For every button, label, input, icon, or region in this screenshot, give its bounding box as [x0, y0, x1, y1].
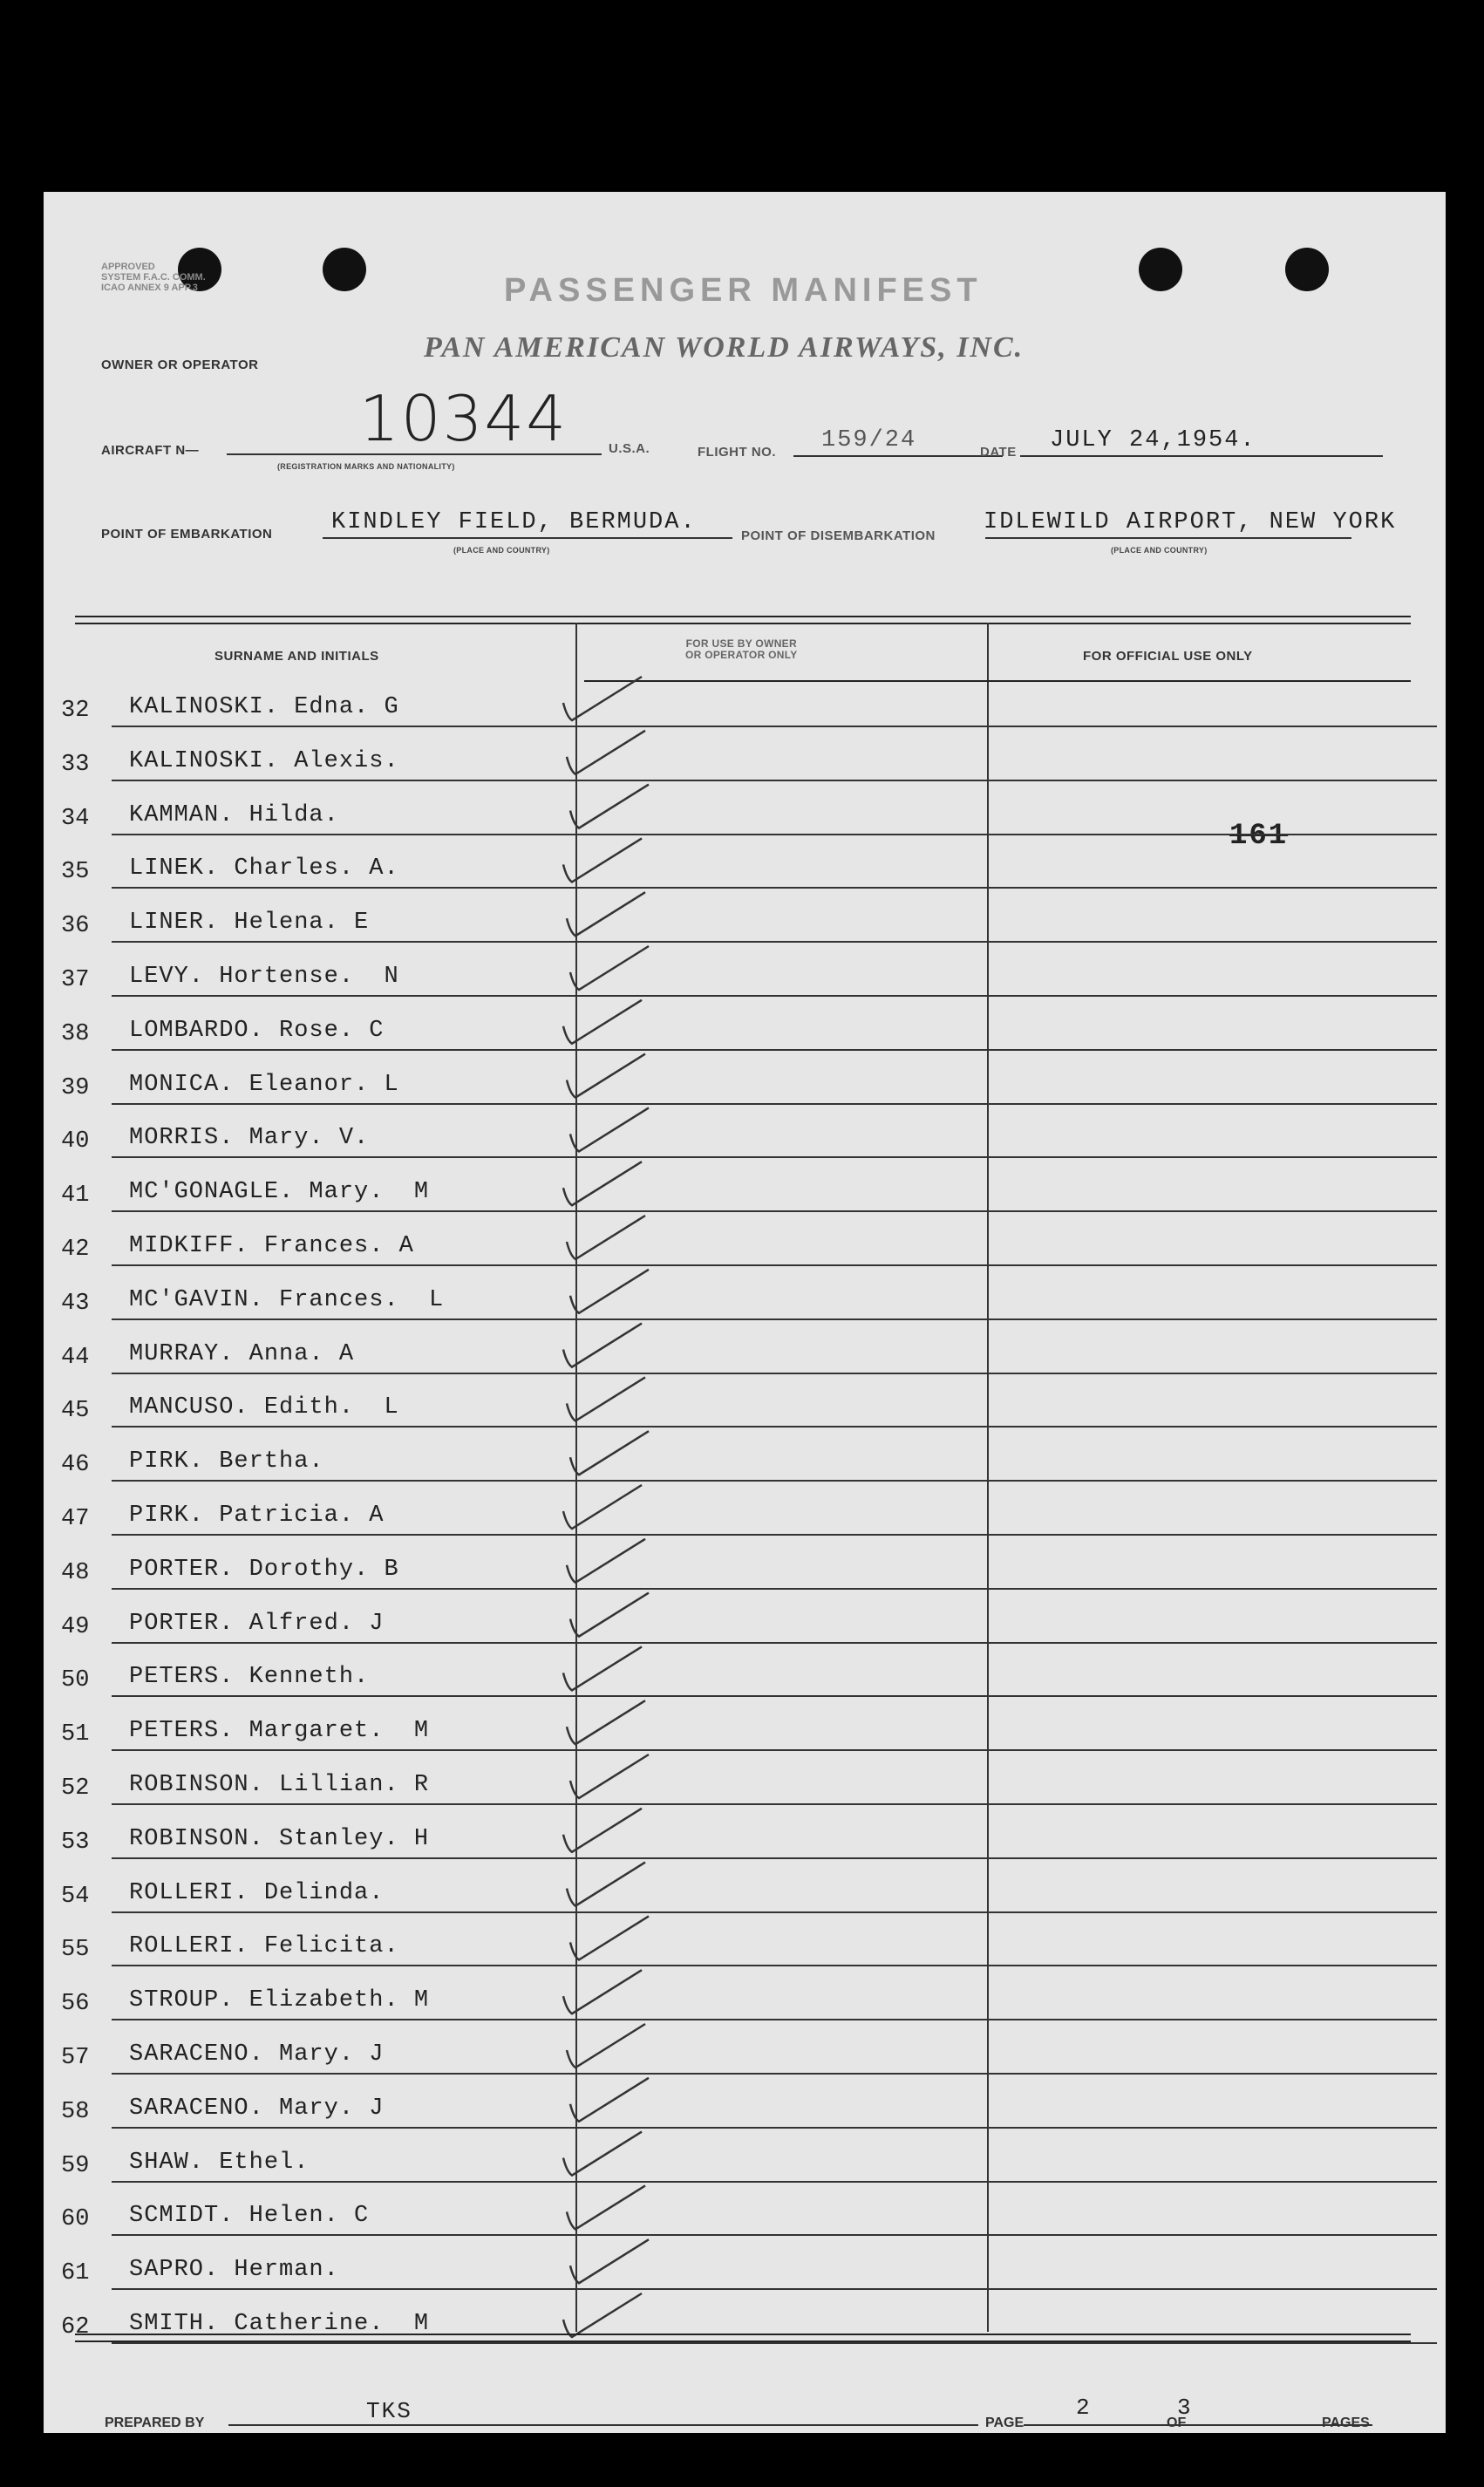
- passenger-number: 59: [61, 2152, 90, 2179]
- column-owner-use: FOR USE BY OWNER OR OPERATOR ONLY: [685, 637, 798, 661]
- registration-caption: (REGISTRATION MARKS AND NATIONALITY): [277, 462, 455, 471]
- passenger-number: 45: [61, 1398, 90, 1425]
- passenger-name: MORRIS. Mary. V.: [129, 1125, 370, 1152]
- check-mark: [567, 892, 645, 936]
- passenger-number: 48: [61, 1559, 90, 1586]
- check-mark: [567, 1377, 645, 1421]
- check-mark: [567, 2185, 645, 2229]
- check-mark: [567, 731, 645, 774]
- passenger-name: ROLLERI. Delinda.: [129, 1879, 385, 1906]
- passenger-number: 44: [61, 1344, 90, 1371]
- passenger-number: 51: [61, 1721, 90, 1748]
- embark-caption: (PLACE AND COUNTRY): [453, 546, 550, 555]
- check-mark: [567, 1863, 645, 1906]
- passenger-name: PIRK. Bertha.: [129, 1448, 324, 1475]
- check-marks: [44, 192, 1446, 2433]
- check-mark: [570, 1270, 649, 1313]
- page-title: PASSENGER MANIFEST: [504, 272, 983, 309]
- passenger-name: MONICA. Eleanor. L: [129, 1071, 399, 1098]
- passenger-name: LINER. Helena. E: [129, 910, 370, 937]
- check-mark: [570, 946, 649, 990]
- passenger-number: 43: [61, 1290, 90, 1317]
- check-mark: [563, 1970, 642, 2013]
- check-mark: [563, 1485, 642, 1529]
- passenger-number: 50: [61, 1667, 90, 1694]
- check-mark: [563, 1324, 642, 1367]
- passenger-number: 60: [61, 2206, 90, 2233]
- passenger-name: MIDKIFF. Frances. A: [129, 1233, 414, 1259]
- passenger-name: ROLLERI. Felicita.: [129, 1933, 399, 1960]
- approval-stamp: APPROVED SYSTEM F.A.C. COMM. ICAO ANNEX 9 APP.3: [101, 262, 206, 293]
- page-total: 3: [1177, 2395, 1193, 2421]
- passenger-number: 32: [61, 698, 90, 724]
- passenger-number: 61: [61, 2260, 90, 2287]
- prepared-value: TKS: [366, 2398, 412, 2424]
- check-mark: [570, 785, 649, 828]
- passenger-name: SAPRO. Herman.: [129, 2257, 339, 2284]
- official-note: 161: [1229, 820, 1289, 853]
- page-number: 2: [1076, 2395, 1092, 2421]
- passenger-number: 57: [61, 2045, 90, 2071]
- passenger-name: LINEK. Charles. A.: [129, 855, 399, 882]
- check-mark: [567, 1216, 645, 1259]
- check-mark: [563, 2132, 642, 2176]
- passenger-number: 62: [61, 2314, 90, 2341]
- passenger-number: 39: [61, 1074, 90, 1101]
- passenger-name: SARACENO. Mary. J: [129, 2095, 385, 2122]
- check-mark: [563, 1809, 642, 1852]
- check-mark: [570, 1107, 649, 1151]
- check-mark: [563, 838, 642, 882]
- check-mark: [567, 1700, 645, 1744]
- passenger-number: 35: [61, 859, 90, 886]
- passenger-number: 47: [61, 1506, 90, 1532]
- check-mark: [563, 1646, 642, 1690]
- check-mark: [570, 1593, 649, 1637]
- passenger-number: 55: [61, 1937, 90, 1964]
- flight-number: 159/24: [821, 427, 917, 453]
- passenger-number: 33: [61, 751, 90, 778]
- passenger-name: SARACENO. Mary. J: [129, 2041, 385, 2068]
- passenger-name: KALINOSKI. Edna. G: [129, 694, 399, 720]
- passenger-name: KAMMAN. Hilda.: [129, 801, 339, 828]
- passenger-number: 37: [61, 967, 90, 993]
- passenger-number: 49: [61, 1613, 90, 1640]
- check-mark: [570, 1916, 649, 1959]
- embark-label: POINT OF EMBARKATION: [101, 527, 273, 542]
- passenger-name: KALINOSKI. Alexis.: [129, 747, 399, 774]
- date-label: DATE: [980, 445, 1017, 460]
- table-bottom-rule: [75, 2334, 1411, 2335]
- passenger-number: 56: [61, 1991, 90, 2018]
- table-bottom-rule: [75, 2341, 1411, 2342]
- passenger-name: ROBINSON. Lillian. R: [129, 1772, 430, 1798]
- aircraft-label: AIRCRAFT N—: [101, 443, 200, 458]
- embark-value: KINDLEY FIELD, BERMUDA.: [331, 509, 697, 535]
- passenger-name: SMITH. Catherine. M: [129, 2311, 430, 2337]
- passenger-name: STROUP. Elizabeth. M: [129, 1987, 430, 2014]
- passenger-name: SCMIDT. Helen. C: [129, 2203, 370, 2230]
- passenger-name: LEVY. Hortense. N: [129, 964, 399, 990]
- passenger-name: LOMBARDO. Rose. C: [129, 1017, 385, 1044]
- column-surname: SURNAME AND INITIALS: [214, 649, 379, 664]
- passenger-number: 34: [61, 805, 90, 832]
- passenger-name: PORTER. Alfred. J: [129, 1610, 385, 1637]
- passenger-number: 38: [61, 1020, 90, 1047]
- prepared-label: PREPARED BY: [105, 2415, 205, 2430]
- column-official-use: FOR OFFICIAL USE ONLY: [1083, 649, 1253, 664]
- check-mark: [563, 2293, 642, 2337]
- passenger-name: PETERS. Margaret. M: [129, 1718, 430, 1745]
- check-mark: [563, 1000, 642, 1044]
- passenger-number: 40: [61, 1128, 90, 1155]
- passenger-name: MANCUSO. Edith. L: [129, 1394, 399, 1421]
- prepared-underline: [228, 2424, 978, 2426]
- passenger-number: 41: [61, 1182, 90, 1209]
- page-label: PAGE: [985, 2415, 1025, 2430]
- date-value: JULY 24,1954.: [1050, 427, 1256, 453]
- aircraft-number: 10344: [359, 382, 568, 455]
- airline-name: PAN AMERICAN WORLD AIRWAYS, INC.: [424, 331, 1025, 364]
- passenger-number: 52: [61, 1775, 90, 1802]
- page-underline: [1024, 2424, 1372, 2426]
- check-mark: [570, 1431, 649, 1475]
- disembark-caption: (PLACE AND COUNTRY): [1111, 546, 1208, 555]
- passenger-name: MC'GAVIN. Frances. L: [129, 1286, 445, 1313]
- passenger-number: 54: [61, 1883, 90, 1910]
- check-mark: [570, 2078, 649, 2122]
- passenger-number: 36: [61, 913, 90, 940]
- passenger-number: 46: [61, 1452, 90, 1479]
- nationality: U.S.A.: [609, 441, 650, 456]
- check-mark: [570, 2239, 649, 2283]
- owner-label: OWNER OR OPERATOR: [101, 358, 259, 372]
- passenger-number: 42: [61, 1237, 90, 1263]
- check-mark: [567, 1539, 645, 1583]
- pages-label: PAGES: [1322, 2415, 1370, 2430]
- check-mark: [570, 1755, 649, 1798]
- disembark-value: IDLEWILD AIRPORT, NEW YORK: [984, 509, 1397, 535]
- passenger-name: PORTER. Dorothy. B: [129, 1556, 399, 1583]
- check-mark: [563, 677, 642, 720]
- passenger-name: PIRK. Patricia. A: [129, 1502, 385, 1529]
- manifest-sheet: [44, 192, 1446, 2433]
- passenger-number: 58: [61, 2098, 90, 2125]
- of-label: OF: [1167, 2415, 1187, 2430]
- check-mark: [567, 1054, 645, 1098]
- passenger-name: MC'GONAGLE. Mary. M: [129, 1179, 430, 1206]
- passenger-number: 53: [61, 1829, 90, 1856]
- passenger-name: PETERS. Kenneth.: [129, 1664, 370, 1691]
- passenger-name: MURRAY. Anna. A: [129, 1340, 355, 1367]
- passenger-name: ROBINSON. Stanley. H: [129, 1825, 430, 1852]
- check-mark: [567, 2024, 645, 2068]
- disembark-label: POINT OF DISEMBARKATION: [741, 528, 936, 543]
- passenger-name: SHAW. Ethel.: [129, 2149, 310, 2176]
- check-mark: [563, 1162, 642, 1205]
- flight-label: FLIGHT NO.: [698, 445, 776, 460]
